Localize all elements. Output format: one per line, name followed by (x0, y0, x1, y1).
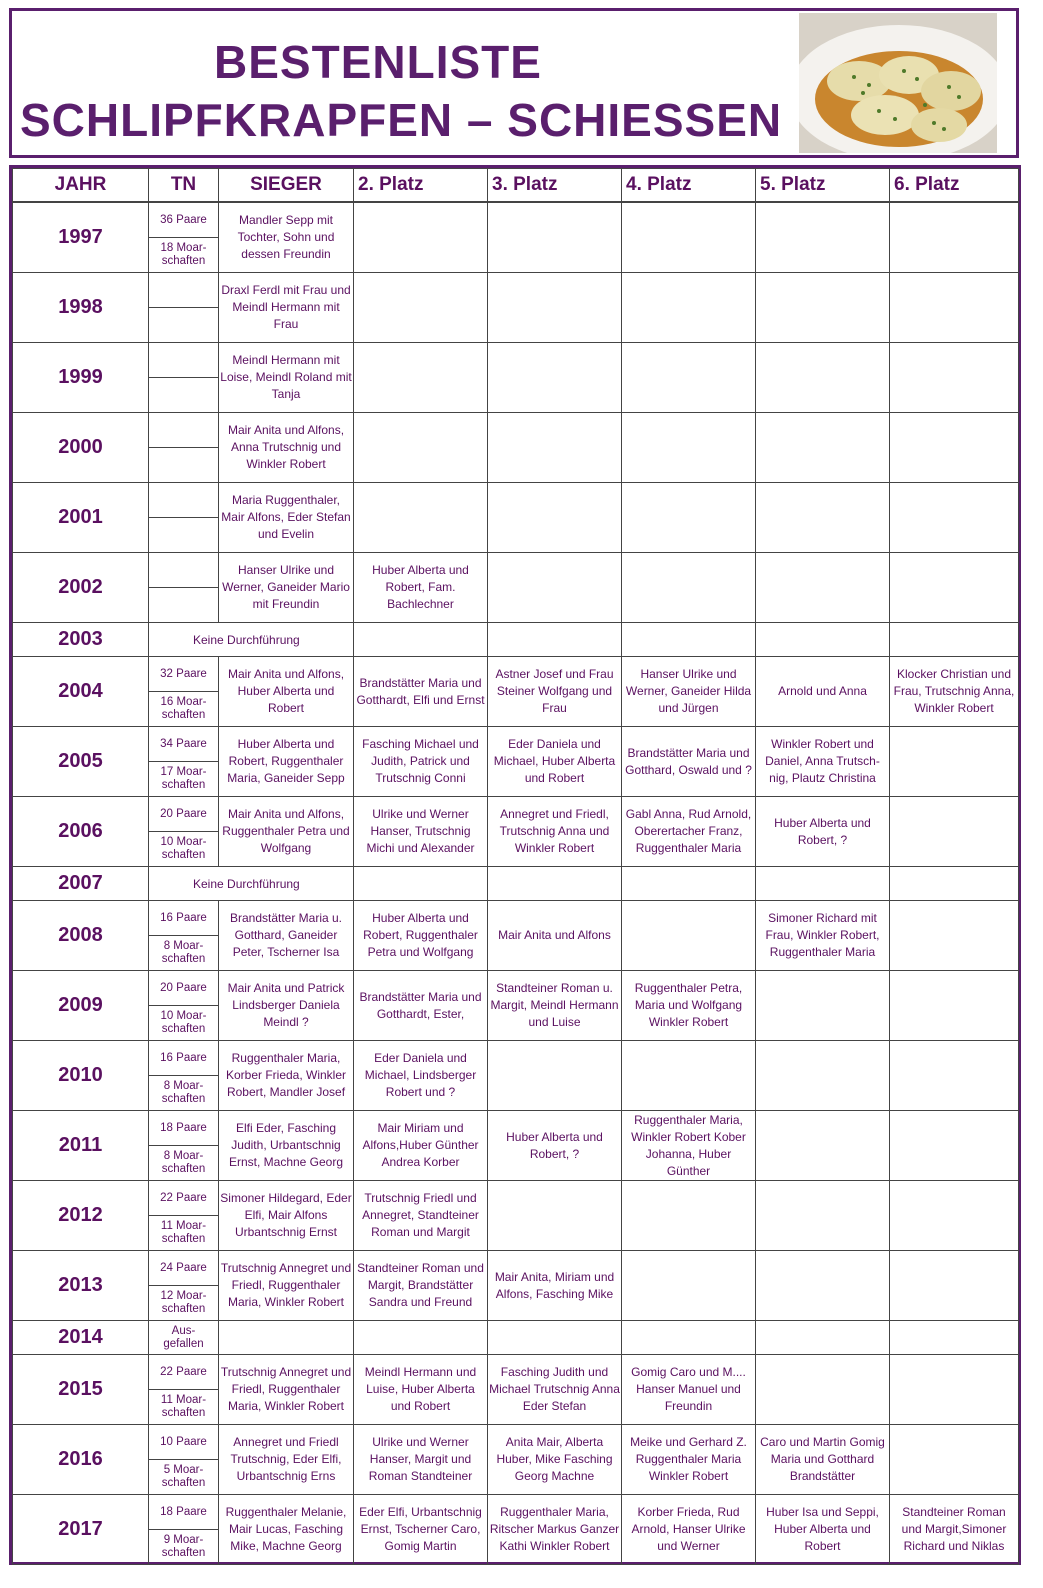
platz-3-cell (488, 1181, 622, 1251)
col-header-platz-6: 6. Platz (890, 169, 1019, 203)
platz-2-cell: Standteiner Roman und Margit, Brandstätter Sandra und Freund (354, 1251, 488, 1321)
platz-5-cell: Huber Alberta und Robert, ? (756, 797, 890, 867)
winner-cell: Elfi Eder, Fasching Judith, Urbantschnig Ernst, Machne Georg (219, 1111, 354, 1181)
year-cell: 2006 (13, 797, 149, 867)
platz-2-cell (354, 413, 488, 483)
platz-5-cell: Simoner Richard mit Frau, Winkler Robert, Ruggenthaler Maria (756, 901, 890, 971)
platz-3-cell: Fasching Judith und Michael Trutschnig Anna Eder Stefan (488, 1355, 622, 1425)
table-row (13, 901, 1019, 936)
platz-6-cell (890, 867, 1019, 901)
platz-5-cell (756, 867, 890, 901)
platz-4-cell: Brandstätter Maria und Gotthard, Oswald und ? (622, 727, 756, 797)
year-cell: 2016 (13, 1425, 149, 1495)
year-cell: 2013 (13, 1251, 149, 1321)
year-cell: 2005 (13, 727, 149, 797)
participants-teams-cell: 8 Moar- schaften (149, 936, 219, 971)
year-cell: 2017 (13, 1495, 149, 1565)
platz-2-cell (354, 1321, 488, 1355)
platz-4-cell (622, 1321, 756, 1355)
platz-2-cell: Eder Elfi, Urbantschnig Ernst, Tscherner Caro, Gomig Martin (354, 1495, 488, 1565)
platz-2-cell (354, 343, 488, 413)
platz-3-cell: Annegret und Friedl, Trutschnig Anna und Winkler Robert (488, 797, 622, 867)
platz-4-cell: Meike und Gerhard Z. Ruggenthaler Maria Winkler Robert (622, 1425, 756, 1495)
platz-3-cell: Mair Anita und Alfons (488, 901, 622, 971)
participants-pairs-cell: 24 Paare (149, 1251, 219, 1286)
platz-2-cell: Eder Daniela und Michael, Lindsberger Robert und ? (354, 1041, 488, 1111)
year-cell: 1997 (13, 202, 149, 273)
platz-2-cell: Brandstätter Maria und Gotthardt, Ester, (354, 971, 488, 1041)
platz-3-cell (488, 1321, 622, 1355)
year-cell: 2000 (13, 413, 149, 483)
table-row (13, 1111, 1019, 1146)
platz-3-cell (488, 343, 622, 413)
table-row (13, 202, 1019, 238)
participants-pairs-cell: 20 Paare (149, 797, 219, 832)
platz-6-cell (890, 797, 1019, 867)
winner-cell: Trutschnig Annegret und Friedl, Ruggenthaler Maria, Winkler Robert (219, 1251, 354, 1321)
header-box (9, 8, 1019, 158)
platz-6-cell: Klocker Christian und Frau, Trutschnig Anna, Winkler Robert (890, 657, 1019, 727)
year-cell: 1998 (13, 273, 149, 343)
participants-teams-cell: 12 Moar- schaften (149, 1286, 219, 1321)
participants-teams-cell (149, 518, 219, 553)
platz-4-cell: Hanser Ulrike und Werner, Ganeider Hilda und Jürgen (622, 657, 756, 727)
participants-pairs-cell: 34 Paare (149, 727, 219, 762)
year-cell: 2014 (13, 1321, 149, 1355)
platz-6-cell (890, 1355, 1019, 1425)
table-row (13, 1355, 1019, 1390)
winner-cell: Ruggenthaler Maria, Korber Frieda, Winkler Robert, Mandler Josef (219, 1041, 354, 1111)
platz-5-cell (756, 1111, 890, 1181)
platz-3-cell: Ruggenthaler Maria, Ritscher Markus Ganzer Kathi Winkler Robert (488, 1495, 622, 1565)
participants-teams-cell: 5 Moar- schaften (149, 1460, 219, 1495)
platz-3-cell (488, 483, 622, 553)
platz-5-cell: Caro und Martin Gomig Maria und Gotthard Brandstätter (756, 1425, 890, 1495)
participants-teams-cell: 18 Moar- schaften (149, 238, 219, 273)
winner-cell: Hanser Ulrike und Werner, Ganeider Mario mit Freundin (219, 553, 354, 623)
platz-4-cell (622, 343, 756, 413)
platz-2-cell: Huber Alberta und Robert, Fam. Bachlechner (354, 553, 488, 623)
platz-3-cell: Standteiner Roman u. Margit, Meindl Hermann und Luise (488, 971, 622, 1041)
table-row (13, 273, 1019, 308)
participants-teams-cell: 10 Moar- schaften (149, 1006, 219, 1041)
platz-4-cell (622, 623, 756, 657)
platz-6-cell (890, 971, 1019, 1041)
platz-6-cell (890, 1041, 1019, 1111)
platz-4-cell (622, 202, 756, 273)
platz-4-cell: Ruggenthaler Petra, Maria und Wolfgang Winkler Robert (622, 971, 756, 1041)
participants-pairs-cell (149, 553, 219, 588)
platz-3-cell (488, 273, 622, 343)
winner-cell (219, 1321, 354, 1355)
table-header-row (13, 169, 1019, 203)
platz-6-cell: Standteiner Roman und Margit,Simoner Richard und Niklas (890, 1495, 1019, 1565)
winner-cell: Mair Anita und Patrick Lindsberger Daniela Meindl ? (219, 971, 354, 1041)
platz-2-cell (354, 623, 488, 657)
platz-2-cell (354, 273, 488, 343)
platz-5-cell (756, 1321, 890, 1355)
platz-4-cell (622, 553, 756, 623)
participants-pairs-cell (149, 483, 219, 518)
winner-cell: Trutschnig Annegret und Friedl, Ruggenthaler Maria, Winkler Robert (219, 1355, 354, 1425)
table-row (13, 1251, 1019, 1286)
platz-2-cell (354, 483, 488, 553)
platz-5-cell (756, 202, 890, 273)
winner-cell: Annegret und Friedl Trutschnig, Eder Elfi, Urbantschnig Erns (219, 1425, 354, 1495)
platz-2-cell (354, 867, 488, 901)
table-row (13, 1181, 1019, 1216)
platz-3-cell: Astner Josef und Frau Steiner Wolfgang und Frau (488, 657, 622, 727)
platz-4-cell: Gabl Anna, Rud Arnold, Oberertacher Franz, Ruggenthaler Maria (622, 797, 756, 867)
table-row (13, 971, 1019, 1006)
winner-cell: Simoner Hildegard, Eder Elfi, Mair Alfons Urbantschnig Ernst (219, 1181, 354, 1251)
title-line-1: BESTENLISTE (214, 36, 542, 88)
participants-teams-cell: 17 Moar- schaften (149, 762, 219, 797)
participants-teams-cell: 11 Moar- schaften (149, 1216, 219, 1251)
platz-6-cell (890, 1251, 1019, 1321)
platz-6-cell (890, 343, 1019, 413)
platz-4-cell: Korber Frieda, Rud Arnold, Hanser Ulrike und Werner (622, 1495, 756, 1565)
platz-4-cell: Ruggenthaler Maria, Winkler Robert Kober Johanna, Huber Günther (622, 1111, 756, 1181)
platz-4-cell (622, 1251, 756, 1321)
col-header-platz-4: 4. Platz (622, 169, 756, 203)
participants-pairs-cell: 16 Paare (149, 901, 219, 936)
year-cell: 2010 (13, 1041, 149, 1111)
table-row (13, 867, 1019, 901)
participants-pairs-cell: 22 Paare (149, 1181, 219, 1216)
platz-4-cell (622, 867, 756, 901)
winner-cell: Brandstätter Maria u. Gotthard, Ganeider Peter, Tscherner Isa (219, 901, 354, 971)
platz-5-cell (756, 1041, 890, 1111)
platz-3-cell: Huber Alberta und Robert, ? (488, 1111, 622, 1181)
year-cell: 1999 (13, 343, 149, 413)
year-cell: 2015 (13, 1355, 149, 1425)
platz-5-cell (756, 623, 890, 657)
participants-teams-cell (149, 378, 219, 413)
winner-cell: Draxl Ferdl mit Frau und Meindl Hermann mit Frau (219, 273, 354, 343)
platz-4-cell (622, 1181, 756, 1251)
year-cell: 2011 (13, 1111, 149, 1181)
platz-6-cell (890, 901, 1019, 971)
platz-6-cell (890, 623, 1019, 657)
participants-teams-cell (149, 588, 219, 623)
platz-3-cell (488, 867, 622, 901)
year-cell: 2007 (13, 867, 149, 901)
platz-2-cell: Meindl Hermann und Luise, Huber Alberta und Robert (354, 1355, 488, 1425)
platz-5-cell (756, 553, 890, 623)
table-row (13, 1321, 1019, 1355)
platz-3-cell (488, 553, 622, 623)
participants-pairs-cell: 10 Paare (149, 1425, 219, 1460)
participants-pairs-cell (149, 273, 219, 308)
platz-4-cell (622, 483, 756, 553)
platz-3-cell (488, 623, 622, 657)
platz-5-cell (756, 1181, 890, 1251)
participants-pairs-cell: 32 Paare (149, 657, 219, 692)
platz-6-cell (890, 273, 1019, 343)
results-table (12, 168, 1019, 1565)
col-header-sieger: SIEGER (219, 169, 354, 203)
platz-5-cell (756, 413, 890, 483)
no-event-note: Keine Durchführung (149, 623, 354, 657)
winner-cell: Mair Anita und Alfons, Anna Trutschnig und Winkler Robert (219, 413, 354, 483)
year-cell: 2009 (13, 971, 149, 1041)
platz-5-cell (756, 1251, 890, 1321)
winner-cell: Mandler Sepp mit Tochter, Sohn und dessen Freundin (219, 202, 354, 273)
table-row (13, 553, 1019, 588)
year-cell: 2012 (13, 1181, 149, 1251)
year-cell: 2002 (13, 553, 149, 623)
platz-6-cell (890, 1111, 1019, 1181)
platz-4-cell: Gomig Caro und M.... Hanser Manuel und Freundin (622, 1355, 756, 1425)
year-cell: 2004 (13, 657, 149, 727)
participants-teams-cell: 9 Moar- schaften (149, 1530, 219, 1565)
platz-2-cell: Ulrike und Werner Hanser, Trutschnig Michi und Alexander (354, 797, 488, 867)
participants-pairs-cell: 18 Paare (149, 1111, 219, 1146)
no-event-note: Keine Durchführung (149, 867, 354, 901)
platz-4-cell (622, 1041, 756, 1111)
table-row (13, 1495, 1019, 1530)
platz-5-cell (756, 1355, 890, 1425)
title-line-2: SCHLIPFKRAPFEN – SCHIESSEN (20, 94, 783, 146)
platz-6-cell (890, 727, 1019, 797)
platz-5-cell: Arnold und Anna (756, 657, 890, 727)
schlipfkrapfen-photo (799, 13, 997, 153)
participants-pairs-cell: 16 Paare (149, 1041, 219, 1076)
participants-teams-cell (149, 448, 219, 483)
platz-4-cell (622, 273, 756, 343)
platz-3-cell: Eder Daniela und Michael, Huber Alberta und Robert (488, 727, 622, 797)
year-cell: 2001 (13, 483, 149, 553)
col-header-platz-2: 2. Platz (354, 169, 488, 203)
participants-teams-cell (149, 308, 219, 343)
col-header-platz-3: 3. Platz (488, 169, 622, 203)
platz-3-cell: Anita Mair, Alberta Huber, Mike Fasching Georg Machne (488, 1425, 622, 1495)
participants-pairs-cell: 20 Paare (149, 971, 219, 1006)
platz-6-cell (890, 202, 1019, 273)
platz-5-cell: Winkler Robert und Daniel, Anna Trutsch-nig, Plautz Christina (756, 727, 890, 797)
platz-3-cell (488, 413, 622, 483)
platz-5-cell (756, 343, 890, 413)
table-row (13, 483, 1019, 518)
participants-pairs-cell (149, 413, 219, 448)
platz-2-cell: Mair Miriam und Alfons,Huber Günther Andrea Korber (354, 1111, 488, 1181)
table-row (13, 623, 1019, 657)
table-row (13, 1041, 1019, 1076)
participants-pairs-cell: 36 Paare (149, 202, 219, 238)
platz-2-cell: Ulrike und Werner Hanser, Margit und Roman Standteiner (354, 1425, 488, 1495)
table-row (13, 413, 1019, 448)
platz-5-cell: Huber Isa und Seppi, Huber Alberta und Robert (756, 1495, 890, 1565)
platz-6-cell (890, 553, 1019, 623)
col-header-platz-5: 5. Platz (756, 169, 890, 203)
year-cell: 2008 (13, 901, 149, 971)
platz-6-cell (890, 483, 1019, 553)
winner-cell: Huber Alberta und Robert, Ruggenthaler Maria, Ganeider Sepp (219, 727, 354, 797)
participants-teams-cell: 8 Moar- schaften (149, 1076, 219, 1111)
platz-2-cell: Trutschnig Friedl und Annegret, Standteiner Roman und Margit (354, 1181, 488, 1251)
participants-pairs-cell: 18 Paare (149, 1495, 219, 1530)
winner-cell: Meindl Hermann mit Loise, Meindl Roland mit Tanja (219, 343, 354, 413)
platz-6-cell (890, 413, 1019, 483)
table-row (13, 343, 1019, 378)
winner-cell: Mair Anita und Alfons, Ruggenthaler Petra und Wolfgang (219, 797, 354, 867)
col-header-tn: TN (149, 169, 219, 203)
platz-5-cell (756, 273, 890, 343)
results-table-frame (9, 165, 1021, 1565)
platz-3-cell (488, 1041, 622, 1111)
platz-5-cell (756, 483, 890, 553)
platz-2-cell (354, 202, 488, 273)
platz-6-cell (890, 1321, 1019, 1355)
participants-pairs-cell: 22 Paare (149, 1355, 219, 1390)
platz-2-cell: Huber Alberta und Robert, Ruggenthaler Petra und Wolfgang (354, 901, 488, 971)
table-row (13, 727, 1019, 762)
participants-teams-cell: 16 Moar- schaften (149, 692, 219, 727)
table-row (13, 797, 1019, 832)
year-cell: 2003 (13, 623, 149, 657)
participants-teams-cell: 11 Moar- schaften (149, 1390, 219, 1425)
platz-6-cell (890, 1181, 1019, 1251)
platz-3-cell: Mair Anita, Miriam und Alfons, Fasching Mike (488, 1251, 622, 1321)
platz-3-cell (488, 202, 622, 273)
platz-5-cell (756, 971, 890, 1041)
participants-teams-cell: 8 Moar- schaften (149, 1146, 219, 1181)
platz-4-cell (622, 413, 756, 483)
participants-teams-cell: 10 Moar- schaften (149, 832, 219, 867)
participants-pairs-cell (149, 343, 219, 378)
col-header-jahr: JAHR (13, 169, 149, 203)
table-row (13, 1425, 1019, 1460)
winner-cell: Ruggenthaler Melanie, Mair Lucas, Fasching Mike, Machne Georg (219, 1495, 354, 1565)
winner-cell: Maria Ruggenthaler, Mair Alfons, Eder Stefan und Evelin (219, 483, 354, 553)
platz-4-cell (622, 901, 756, 971)
platz-2-cell: Fasching Michael und Judith, Patrick und Trutschnig Conni (354, 727, 488, 797)
platz-2-cell: Brandstätter Maria und Gotthardt, Elfi und Ernst (354, 657, 488, 727)
platz-6-cell (890, 1425, 1019, 1495)
table-row (13, 657, 1019, 692)
winner-cell: Mair Anita und Alfons, Huber Alberta und Robert (219, 657, 354, 727)
participants-cell: Aus- gefallen (149, 1321, 219, 1355)
